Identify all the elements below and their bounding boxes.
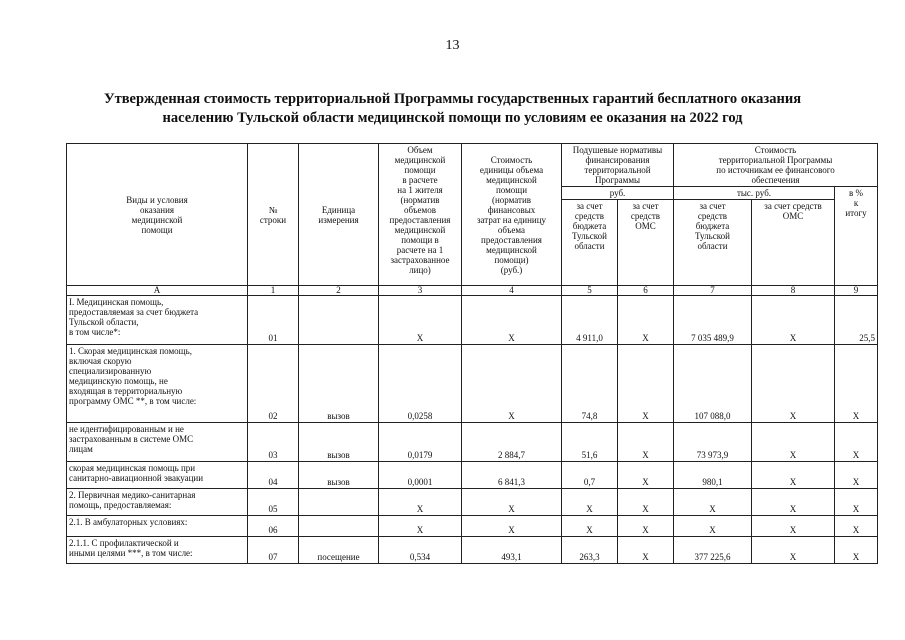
row-description: 2.1.1. С профилактической и иными целями ***, в том числе:: [67, 537, 248, 564]
row-cost-budget: 377 225,6: [674, 537, 752, 564]
row-per-capita-oms: Х: [618, 296, 674, 345]
row-percent: 25,5: [835, 296, 878, 345]
row-volume: Х: [379, 489, 462, 516]
row-line-number: 02: [248, 345, 299, 423]
row-cost-budget: 7 035 489,9: [674, 296, 752, 345]
row-cost-oms: Х: [752, 345, 835, 423]
row-cost-budget: 73 973,9: [674, 423, 752, 462]
document-title: [60, 90, 845, 128]
row-line-number: 07: [248, 537, 299, 564]
header-col-1: № строки: [248, 144, 299, 286]
row-cost-oms: Х: [752, 462, 835, 489]
column-index-cell: 2: [299, 286, 379, 296]
column-index-cell: 4: [462, 286, 562, 296]
header-cost-unit: тыс. руб.: [674, 187, 835, 200]
row-description: 1. Скорая медицинская помощь, включая скорую специализированную медицинскую помощь, не входящая в территориальную программу ОМС **, в том числе:: [67, 345, 248, 423]
row-per-capita-budget: 0,7: [562, 462, 618, 489]
table-row: [67, 516, 878, 537]
row-percent: Х: [835, 345, 878, 423]
row-unit: [299, 489, 379, 516]
row-per-capita-budget: Х: [562, 516, 618, 537]
row-unit: вызов: [299, 345, 379, 423]
table-row: [67, 537, 878, 564]
header-col-a: Виды и условия оказания медицинской помощи: [67, 144, 248, 286]
header-col-3: Объем медицинской помощи в расчете на 1 жителя (норматив объемов предоставления медицинской помощи в расчете на 1 застрахованное лицо): [379, 144, 462, 286]
row-cost-budget: Х: [674, 516, 752, 537]
row-line-number: 01: [248, 296, 299, 345]
row-per-capita-budget: Х: [562, 489, 618, 516]
header-col-4: Стоимость единицы объема медицинской помощи (норматив финансовых затрат на единицу объема предоставления медицинской помощи) (руб.): [462, 144, 562, 286]
row-description: 2. Первичная медико-санитарная помощь, предоставляемая:: [67, 489, 248, 516]
header-col-8: за счет средств ОМС: [752, 200, 835, 286]
column-index-cell: 3: [379, 286, 462, 296]
column-index-cell: 8: [752, 286, 835, 296]
row-volume: 0,534: [379, 537, 462, 564]
row-unit: вызов: [299, 423, 379, 462]
row-description: не идентифицированным и не застрахованным в системе ОМС лицам: [67, 423, 248, 462]
row-per-capita-oms: Х: [618, 489, 674, 516]
row-unit: [299, 516, 379, 537]
column-index-cell: 7: [674, 286, 752, 296]
table-row: [67, 345, 878, 423]
table-row: [67, 462, 878, 489]
row-percent: Х: [835, 462, 878, 489]
row-per-capita-budget: 4 911,0: [562, 296, 618, 345]
table-header: [67, 144, 878, 296]
row-per-capita-oms: Х: [618, 423, 674, 462]
row-per-capita-oms: Х: [618, 537, 674, 564]
row-unit-cost: 2 884,7: [462, 423, 562, 462]
row-unit: вызов: [299, 462, 379, 489]
header-col-6: за счет средств ОМС: [618, 200, 674, 286]
table-row: [67, 296, 878, 345]
column-index-row: [67, 286, 878, 296]
row-cost-budget: 980,1: [674, 462, 752, 489]
row-per-capita-oms: Х: [618, 516, 674, 537]
row-volume: Х: [379, 516, 462, 537]
row-per-capita-budget: 51,6: [562, 423, 618, 462]
row-line-number: 03: [248, 423, 299, 462]
header-col-5: за счет средств бюджета Тульской области: [562, 200, 618, 286]
column-index-cell: А: [67, 286, 248, 296]
row-cost-oms: Х: [752, 296, 835, 345]
row-cost-budget: Х: [674, 489, 752, 516]
row-description: 2.1. В амбулаторных условиях:: [67, 516, 248, 537]
row-per-capita-oms: Х: [618, 462, 674, 489]
header-cost-group: Стоимость территориальной Программы по источникам ее финансового обеспечения: [674, 144, 878, 187]
row-per-capita-budget: 74,8: [562, 345, 618, 423]
row-unit-cost: Х: [462, 296, 562, 345]
title-line-1: Утвержденная стоимость территориальной Программы государственных гарантий бесплатного оказания: [103, 91, 802, 107]
header-col-2: Единица измерения: [299, 144, 379, 286]
row-percent: Х: [835, 423, 878, 462]
row-unit-cost: Х: [462, 489, 562, 516]
table-row: [67, 489, 878, 516]
row-line-number: 05: [248, 489, 299, 516]
row-unit: [299, 296, 379, 345]
header-per-capita-unit: руб.: [562, 187, 674, 200]
row-percent: Х: [835, 516, 878, 537]
row-cost-oms: Х: [752, 537, 835, 564]
table-row: [67, 423, 878, 462]
row-per-capita-oms: Х: [618, 345, 674, 423]
row-volume: 0,0001: [379, 462, 462, 489]
header-col-7: за счет средств бюджета Тульской области: [674, 200, 752, 286]
column-index-cell: 5: [562, 286, 618, 296]
row-line-number: 06: [248, 516, 299, 537]
row-unit: посещение: [299, 537, 379, 564]
row-unit-cost: Х: [462, 345, 562, 423]
cost-table: [66, 143, 878, 564]
row-per-capita-budget: 263,3: [562, 537, 618, 564]
row-percent: Х: [835, 537, 878, 564]
page-number: 13: [445, 38, 460, 53]
row-description: скорая медицинская помощь при санитарно-авиационной эвакуации: [67, 462, 248, 489]
row-line-number: 04: [248, 462, 299, 489]
row-cost-oms: Х: [752, 423, 835, 462]
row-description: I. Медицинская помощь, предоставляемая за счет бюджета Тульской области, в том числе*:: [67, 296, 248, 345]
row-cost-budget: 107 088,0: [674, 345, 752, 423]
row-volume: Х: [379, 296, 462, 345]
table-body: [67, 296, 878, 564]
column-index-cell: 1: [248, 286, 299, 296]
row-unit-cost: Х: [462, 516, 562, 537]
column-index-cell: 6: [618, 286, 674, 296]
row-percent: Х: [835, 489, 878, 516]
row-volume: 0,0179: [379, 423, 462, 462]
row-cost-oms: Х: [752, 516, 835, 537]
row-unit-cost: 6 841,3: [462, 462, 562, 489]
row-unit-cost: 493,1: [462, 537, 562, 564]
title-line-2: населению Тульской области медицинской помощи по условиям ее оказания на 2022 год: [162, 110, 743, 126]
header-per-capita-group: Подушевые нормативы финансирования территориальной Программы: [562, 144, 674, 187]
row-cost-oms: Х: [752, 489, 835, 516]
row-volume: 0,0258: [379, 345, 462, 423]
header-col-9: в % к итогу: [835, 187, 878, 286]
column-index-cell: 9: [835, 286, 878, 296]
